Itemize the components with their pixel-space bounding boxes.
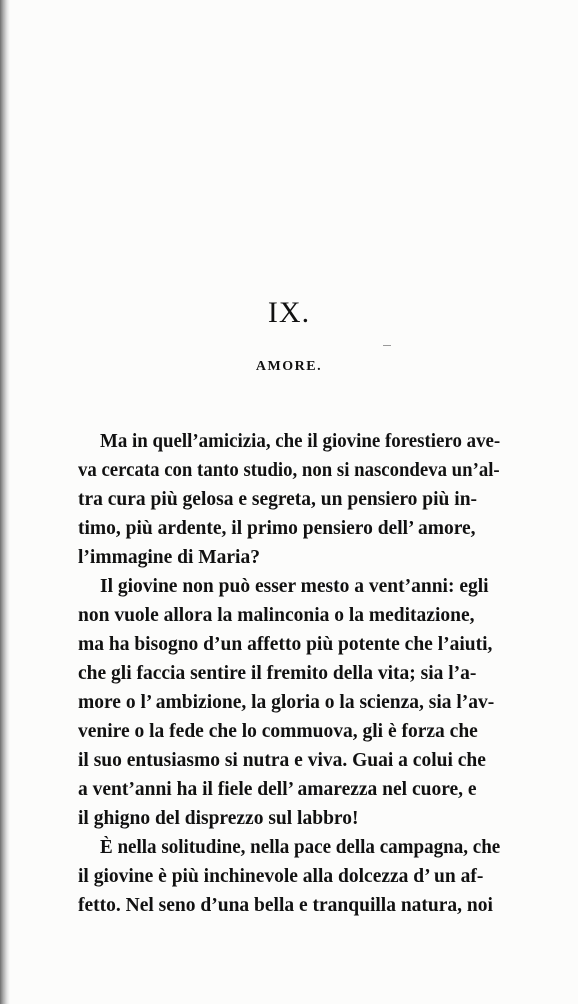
text-line: venire o la fede che lo commuova, gli è forza che (78, 721, 478, 742)
text-line: a vent’anni ha il fiele dell’ amarezza nel cuore, e (78, 779, 477, 800)
text-line: l’immagine di Maria? (78, 547, 260, 568)
text-line: È nella solitudine, nella pace della campagna, che (100, 837, 501, 858)
text-line: non vuole allora la malinconia o la meditazione, (78, 605, 475, 626)
chapter-title: AMORE. (255, 359, 323, 374)
chapter-number: IX. (267, 296, 311, 329)
text-line: ma ha bisogno d’un affetto più potente che l’aiuti, (78, 634, 493, 655)
text-line: che gli faccia sentire il fremito della vita; sia l’a- (78, 663, 477, 684)
text-line: timo, più ardente, il primo pensiero dell’ amore, (78, 518, 476, 539)
text-line: il giovine è più inchinevole alla dolcezza d’ un af- (78, 866, 484, 887)
text-line: fetto. Nel seno d’una bella e tranquilla natura, noi (78, 895, 493, 916)
decorative-dash (383, 345, 391, 346)
text-line: more o l’ ambizione, la gloria o la scienza, sia l’av- (78, 692, 495, 713)
text-line: il ghigno del disprezzo sul labbro! (78, 808, 359, 829)
text-line: tra cura più gelosa e segreta, un pensiero più in- (78, 489, 478, 510)
text-line: va cercata con tanto studio, non si nascondeva un’al- (78, 460, 500, 481)
page-binding-edge (0, 0, 10, 1004)
text-line: Ma in quell’amicizia, che il giovine forestiero ave- (100, 431, 501, 452)
text-line: il suo entusiasmo si nutra e viva. Guai a colui che (78, 750, 486, 771)
text-line: Il giovine non può esser mesto a vent’anni: egli (100, 576, 489, 597)
